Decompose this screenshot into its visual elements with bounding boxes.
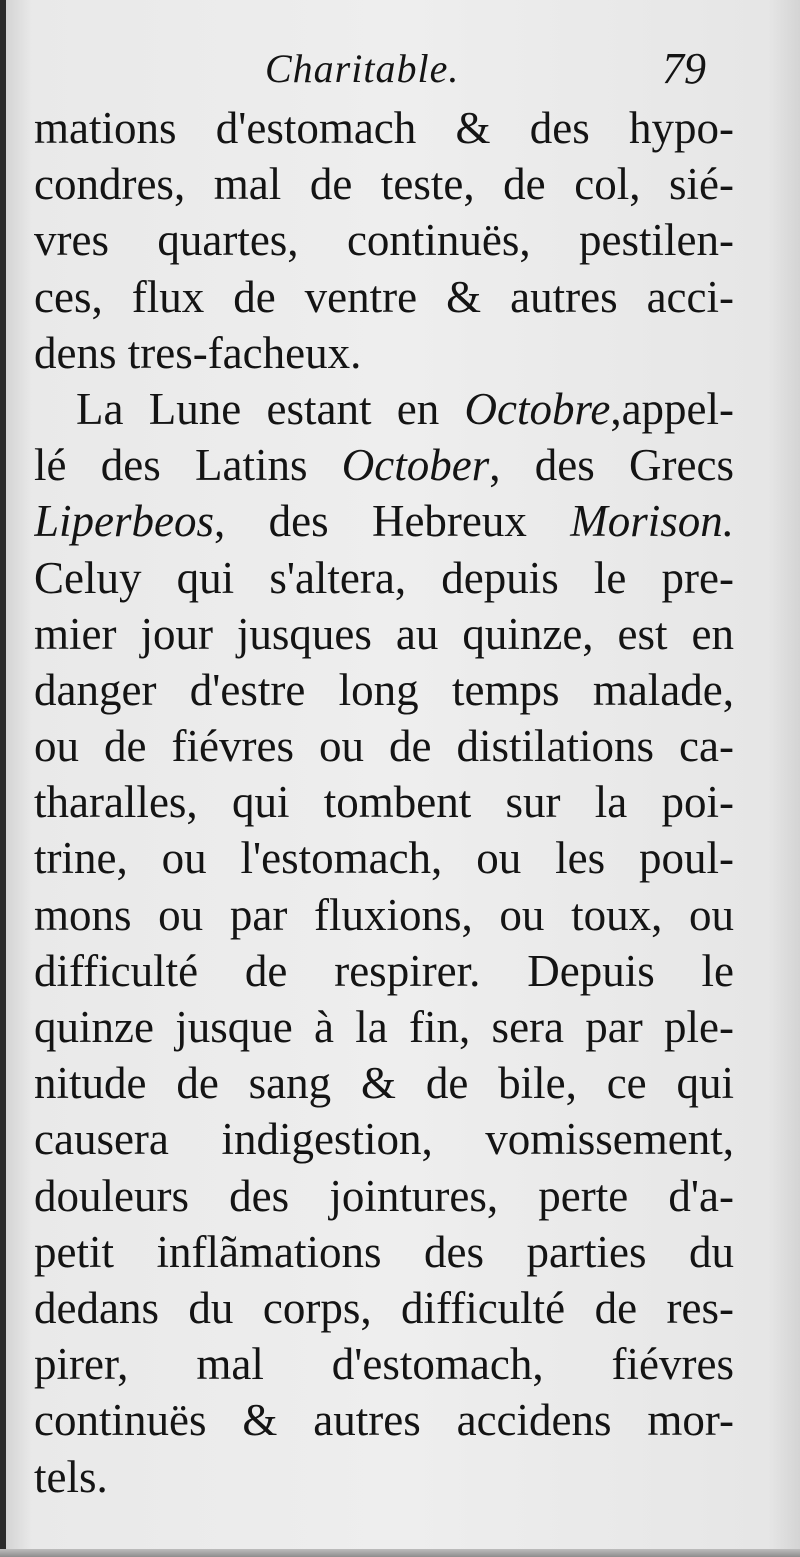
greek-name-italic: Liperbeos	[34, 496, 214, 547]
text-line	[34, 381, 734, 437]
text-line: petit inflãmations des parties du	[34, 1226, 734, 1277]
text-line: dedans du corps, difficulté de res-	[34, 1282, 734, 1333]
text-line: tharalles, qui tombent sur la poi-	[34, 777, 734, 828]
text-line: tels.	[34, 1451, 108, 1502]
text-line	[34, 493, 734, 549]
text-line: vres quartes, continuës, pestilen-	[34, 215, 734, 266]
text-line: danger d'estre long temps malade,	[34, 664, 734, 715]
text-line: causera indigestion, vomissement,	[34, 1114, 734, 1165]
text-span: lé des Latins	[34, 440, 342, 491]
text-line: trine, ou l'estomach, ou les poul-	[34, 833, 734, 884]
text-line: mons ou par fluxions, ou toux, ou	[34, 889, 734, 940]
text-line	[34, 437, 734, 493]
hebrew-name-italic: Morison.	[570, 496, 734, 547]
text-span: La Lune estant en	[76, 383, 465, 434]
text-line: ou de fiévres ou de distilations ca-	[34, 721, 734, 772]
running-title: Charitable.	[265, 46, 460, 91]
month-name-italic: Octobre	[464, 383, 611, 434]
text-line: nitude de sang & de bile, ce qui	[34, 1058, 734, 1109]
page-number: 79	[662, 44, 706, 93]
text-line: continuës & autres accidens mor-	[34, 1395, 734, 1446]
text-line: quinze jusque à la fin, sera par ple-	[34, 1002, 734, 1052]
text-span: , des Hebreux	[214, 496, 571, 547]
page-left-edge	[0, 0, 6, 1557]
text-line: Celuy qui s'altera, depuis le pre-	[34, 552, 734, 603]
text-line: difficulté de respirer. Depuis le	[34, 945, 734, 996]
text-span: , des Grecs	[489, 440, 734, 491]
text-line: ces, flux de ventre & autres acci-	[34, 271, 734, 322]
text-line: condres, mal de teste, de col, sié-	[34, 159, 734, 210]
body-text	[34, 100, 734, 1505]
latin-name-italic: October	[341, 440, 490, 491]
page-header	[0, 45, 800, 105]
text-line: pirer, mal d'estomach, fiévres	[34, 1339, 734, 1390]
text-line: mier jour jusques au quinze, est en	[34, 608, 734, 659]
text-line: dens tres-facheux.	[34, 327, 362, 378]
page-bottom-edge	[0, 1549, 800, 1557]
text-line: mations d'estomach & des hypo-	[34, 103, 734, 153]
text-span: ,appel-	[610, 383, 734, 434]
text-line: douleurs des jointures, perte d'a-	[34, 1170, 734, 1221]
